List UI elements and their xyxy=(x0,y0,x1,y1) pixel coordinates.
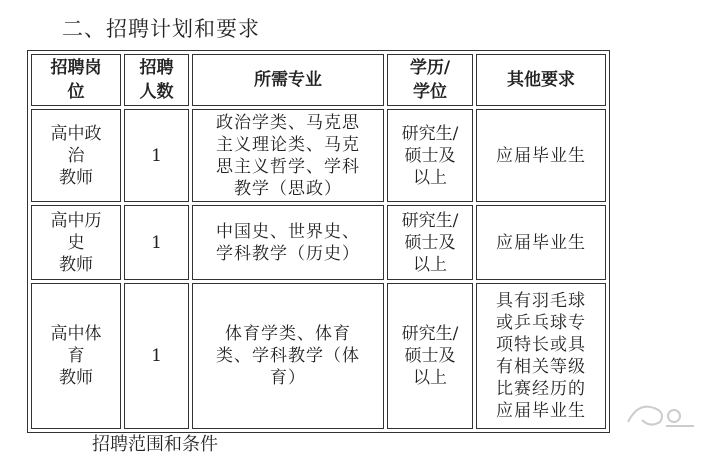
major-cell: 政治学类、马克思 主义理论类、马克 思主义哲学、学科 教学（思政） xyxy=(192,109,384,202)
header-position: 招聘岗 位 xyxy=(31,54,121,106)
table-row xyxy=(31,109,606,202)
section-title: 二、招聘计划和要求 xyxy=(62,17,260,41)
degree-cell: 研究生/ 硕士及 以上 xyxy=(387,205,473,280)
table-row xyxy=(31,283,606,429)
degree-cell: 研究生/ 硕士及 以上 xyxy=(387,109,473,202)
position-cell: 高中体 育 教师 xyxy=(31,283,121,429)
table-header-row xyxy=(31,54,606,106)
other-cell: 具有羽毛球 或乒乓球专 项特长或具 有相关等级 比赛经历的 应届毕业生 xyxy=(476,283,606,429)
major-cell: 中国史、世界史、 学科教学（历史） xyxy=(192,205,384,280)
major-cell: 体育学类、体育 类、学科教学（体 育） xyxy=(192,283,384,429)
table-row xyxy=(31,205,606,280)
header-other: 其他要求 xyxy=(476,54,606,106)
recruitment-table xyxy=(27,50,610,433)
other-cell: 应届毕业生 xyxy=(476,109,606,202)
header-degree: 学历/ 学位 xyxy=(387,54,473,106)
position-cell: 高中历 史 教师 xyxy=(31,205,121,280)
other-cell: 应届毕业生 xyxy=(476,205,606,280)
count-cell: 1 xyxy=(124,205,189,280)
next-section-heading: 招聘范围和条件 xyxy=(92,434,218,455)
count-cell: 1 xyxy=(124,283,189,429)
degree-cell: 研究生/ 硕士及 以上 xyxy=(387,283,473,429)
watermark-logo-icon xyxy=(620,398,700,436)
header-major: 所需专业 xyxy=(192,54,384,106)
count-cell: 1 xyxy=(124,109,189,202)
header-count: 招聘 人数 xyxy=(124,54,189,106)
position-cell: 高中政 治 教师 xyxy=(31,109,121,202)
